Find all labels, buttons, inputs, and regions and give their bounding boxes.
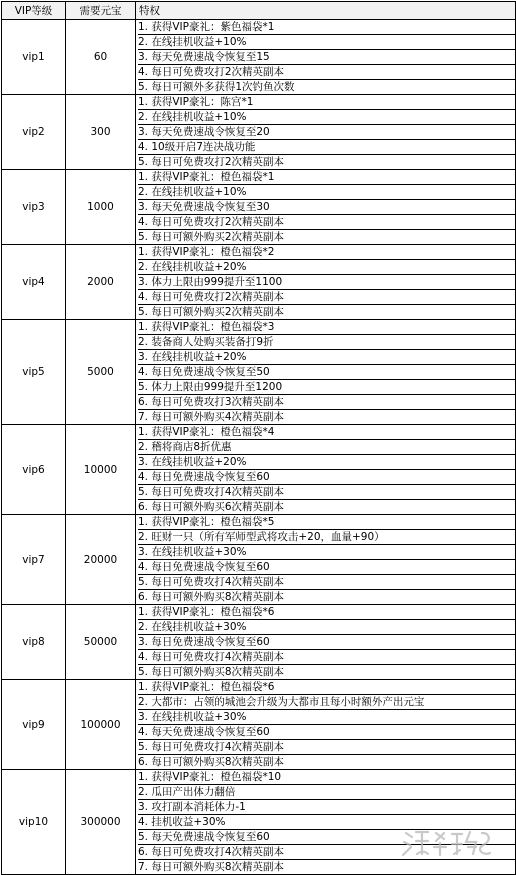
vip-level: vip10 [2, 770, 66, 875]
vip-perks [136, 680, 516, 770]
perk-line: 2. 旺财一只（所有军师型武将攻击+20，血量+90） [138, 530, 515, 545]
perk-line: 6. 每日可免费攻打3次精英副本 [138, 395, 515, 410]
perk-line: 3. 每日免费速战令恢复至60 [138, 635, 515, 650]
vip-perks [136, 320, 516, 425]
vip-table [1, 1, 516, 875]
perk-line: 6. 每日可额外购买8次精英副本 [138, 756, 285, 768]
vip-level: vip1 [2, 20, 66, 95]
header-level: VIP等级 [2, 2, 66, 20]
perk-line: 2. 稽将商店8折优惠 [138, 440, 515, 455]
perk-line: 1. 获得VIP豪礼：橙色福袋*4 [138, 425, 515, 440]
vip-cost: 20000 [66, 515, 136, 605]
perk-line: 7. 每日可额外购买8次精英副本 [138, 861, 285, 873]
perk-line: 6. 每日可额外购买8次精英副本 [138, 591, 285, 603]
perk-line: 5. 每日可免费攻打4次精英副本 [138, 485, 515, 500]
vip-perks [136, 425, 516, 515]
vip-perks [136, 605, 516, 680]
perk-line: 4. 每日免费速战令恢复至60 [138, 560, 515, 575]
vip-cost: 60 [66, 20, 136, 95]
vip-perks [136, 95, 516, 170]
vip-perks [136, 245, 516, 320]
perk-line: 1. 获得VIP豪礼：橙色福袋*10 [138, 770, 515, 785]
perk-line: 2. 在线挂机收益+10% [138, 35, 515, 50]
vip-perks [136, 20, 516, 95]
table-row [2, 680, 516, 770]
vip-level: vip7 [2, 515, 66, 605]
perk-line: 6. 每日可额外购买6次精英副本 [138, 501, 285, 513]
perk-line: 5. 每日可免费攻打4次精英副本 [138, 740, 515, 755]
vip-cost: 10000 [66, 425, 136, 515]
table-row [2, 320, 516, 425]
perk-line: 4. 每日免费速战令恢复至60 [138, 470, 515, 485]
vip-cost: 100000 [66, 680, 136, 770]
table-row [2, 605, 516, 680]
perk-line: 4. 每日免费速战令恢复至50 [138, 365, 515, 380]
vip-cost: 50000 [66, 605, 136, 680]
table-row [2, 20, 516, 95]
perk-line: 7. 每日可额外购买4次精英副本 [138, 411, 285, 423]
perk-line: 4. 每日可免费攻打2次精英副本 [138, 290, 515, 305]
table-row [2, 245, 516, 320]
perk-line: 2. 大都市：占领的城池会升级为大都市且每小时额外产出元宝 [138, 695, 515, 710]
perk-line: 3. 每天免费速战令恢复至30 [138, 200, 515, 215]
table-row [2, 425, 516, 515]
perk-line: 5. 每天免费速战令恢复至60 [138, 830, 515, 845]
vip-cost: 300000 [66, 770, 136, 875]
table-row [2, 170, 516, 245]
perk-line: 5. 每日可额外购买2次精英副本 [138, 231, 285, 243]
perk-line: 6. 每日可免费攻打4次精英副本 [138, 845, 515, 860]
perk-line: 2. 在线挂机收益+10% [138, 110, 515, 125]
vip-perks [136, 770, 516, 875]
vip-perks [136, 170, 516, 245]
perk-line: 1. 获得VIP豪礼：橙色福袋*1 [138, 170, 515, 185]
header-perks: 特权 [136, 2, 516, 20]
perk-line: 5. 每日可额外购买8次精英副本 [138, 666, 285, 678]
vip-cost: 2000 [66, 245, 136, 320]
perk-line: 5. 每日可免费攻打4次精英副本 [138, 575, 515, 590]
vip-level: vip3 [2, 170, 66, 245]
vip-cost: 1000 [66, 170, 136, 245]
table-row [2, 515, 516, 605]
perk-line: 1. 获得VIP豪礼：橙色福袋*3 [138, 320, 515, 335]
vip-level: vip2 [2, 95, 66, 170]
perk-line: 2. 在线挂机收益+10% [138, 185, 515, 200]
vip-level: vip9 [2, 680, 66, 770]
perk-line: 1. 获得VIP豪礼：紫色福袋*1 [138, 20, 515, 35]
perk-line: 5. 每日可额外多获得1次钓鱼次数 [138, 81, 295, 93]
perk-line: 1. 获得VIP豪礼：橙色福袋*2 [138, 245, 515, 260]
perk-line: 3. 体力上限由999提升至1100 [138, 275, 515, 290]
vip-perks [136, 515, 516, 605]
perk-line: 4. 每日可免费攻打2次精英副本 [138, 65, 515, 80]
perk-line: 3. 在线挂机收益+30% [138, 710, 515, 725]
perk-line: 3. 每天免费速战令恢复至20 [138, 125, 515, 140]
perk-line: 5. 体力上限由999提升至1200 [138, 380, 515, 395]
perk-line: 4. 每天免费速战令恢复至60 [138, 725, 515, 740]
vip-level: vip4 [2, 245, 66, 320]
header-cost: 需要元宝 [66, 2, 136, 20]
table-row [2, 95, 516, 170]
perk-line: 1. 获得VIP豪礼：橙色福袋*6 [138, 680, 515, 695]
vip-level: vip5 [2, 320, 66, 425]
perk-line: 1. 获得VIP豪礼：橙色福袋*5 [138, 515, 515, 530]
vip-level: vip8 [2, 605, 66, 680]
perk-line: 3. 攻打副本消耗体力-1 [138, 800, 515, 815]
perk-line: 5. 每日可免费攻打2次精英副本 [138, 156, 285, 168]
vip-cost: 5000 [66, 320, 136, 425]
perk-line: 4. 10级开启7连决战功能 [138, 140, 515, 155]
header-row [2, 2, 516, 20]
perk-line: 2. 在线挂机收益+20% [138, 260, 515, 275]
perk-line: 4. 每日可免费攻打4次精英副本 [138, 650, 515, 665]
perk-line: 2. 瓜田产出体力翻倍 [138, 785, 515, 800]
perk-line: 3. 每天免费速战令恢复至15 [138, 50, 515, 65]
vip-level: vip6 [2, 425, 66, 515]
vip-cost: 300 [66, 95, 136, 170]
perk-line: 4. 挂机收益+30% [138, 815, 515, 830]
perk-line: 1. 获得VIP豪礼：陈宫*1 [138, 95, 515, 110]
perk-line: 5. 每日可额外购买2次精英副本 [138, 306, 285, 318]
perk-line: 3. 在线挂机收益+20% [138, 455, 515, 470]
perk-line: 2. 在线挂机收益+30% [138, 620, 515, 635]
perk-line: 4. 每日可免费攻打2次精英副本 [138, 215, 515, 230]
perk-line: 2. 装备商人处购买装备打9折 [138, 335, 515, 350]
perk-line: 3. 在线挂机收益+30% [138, 545, 515, 560]
perk-line: 1. 获得VIP豪礼：橙色福袋*6 [138, 605, 515, 620]
table-row [2, 770, 516, 875]
perk-line: 3. 在线挂机收益+20% [138, 350, 515, 365]
